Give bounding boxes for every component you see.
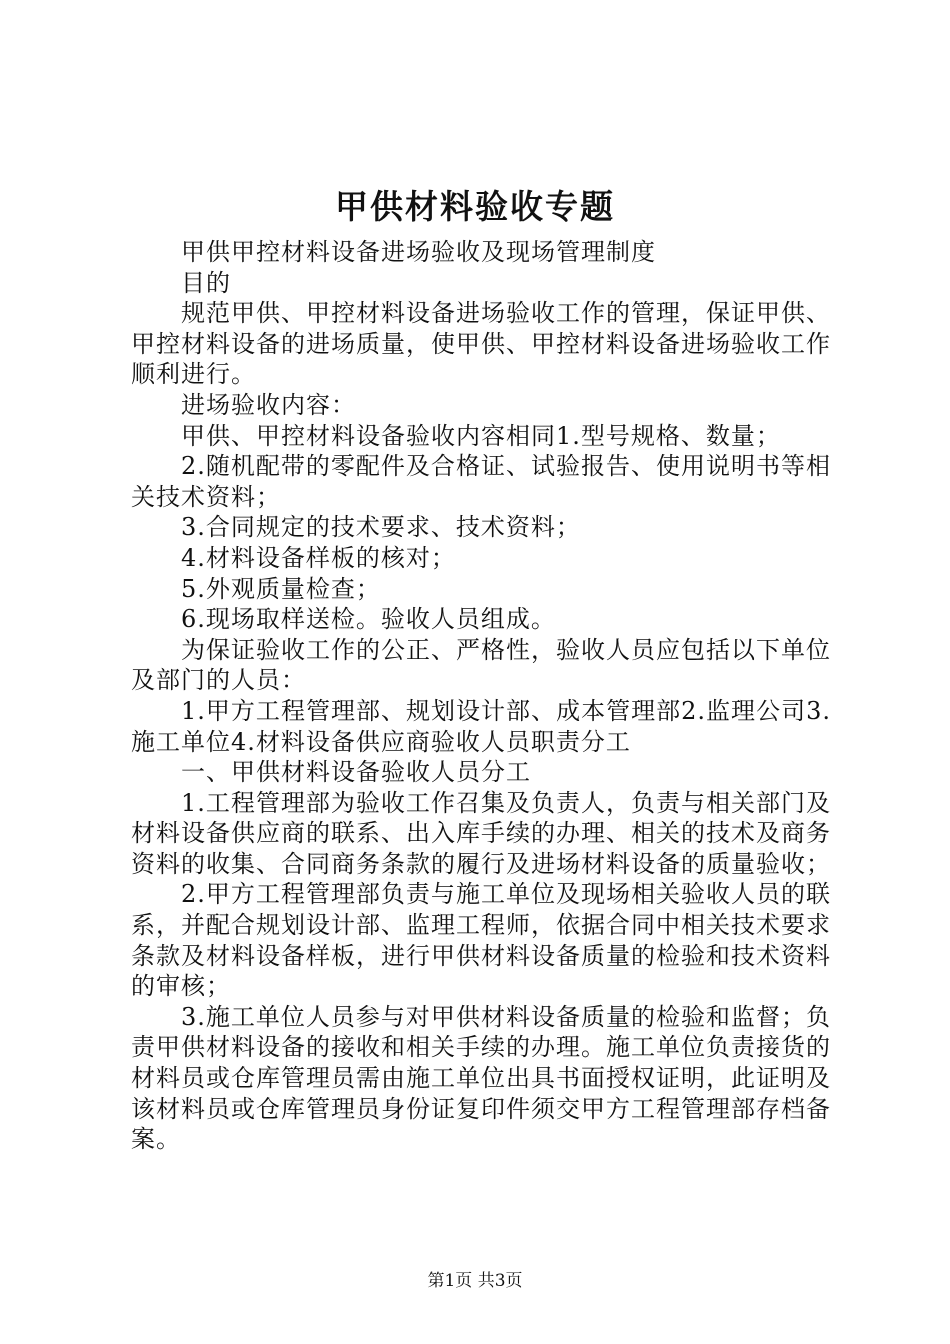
paragraph-acceptance-heading: 进场验收内容： xyxy=(181,390,356,419)
page-footer: 第1页 共3页 xyxy=(427,1271,523,1291)
paragraph-personnel-list: 1.甲方工程管理部、规划设计部、成本管理部2.监理公司3.施工单位4.材料设备供应商验收人员职责分工 xyxy=(131,696,831,756)
paragraph-system-title: 甲供甲控材料设备进场验收及现场管理制度 xyxy=(181,238,656,266)
paragraph-duty-1: 1.工程管理部为验收工作召集及负责人，负责与相关部门及材料设备供应商的联系、出入库手续的办理、相关的技术及商务资料的收集、合同商务条款的履行及进场材料设备的质量验收； xyxy=(131,788,831,878)
paragraph-duty-2: 2.甲方工程管理部负责与施工单位及现场相关验收人员的联系，并配合规划设计部、监理工程师，依据合同中相关技术要求条款及材料设备样板，进行甲供材料设备质量的检验和技术资料的审核； xyxy=(131,880,831,1001)
paragraph-duty-3: 3.施工单位人员参与对甲供材料设备质量的检验和监督；负责甲供材料设备的接收和相关手续的办理。施工单位负责接货的材料员或仓库管理员需由施工单位出具书面授权证明，此证明及该材料员或仓库管理员身份证复印件须交甲方工程管理部存档备案。 xyxy=(131,1002,831,1154)
paragraph-acceptance-item-2: 2.随机配带的零配件及合格证、试验报告、使用说明书等相关技术资料； xyxy=(131,452,831,511)
paragraph-acceptance-item-5: 5.外观质量检查； xyxy=(181,574,381,603)
paragraph-personnel-intro: 为保证验收工作的公正、严格性，验收人员应包括以下单位及部门的人员： xyxy=(131,635,831,695)
paragraph-acceptance-item-1: 甲供、甲控材料设备验收内容相同1.型号规格、数量； xyxy=(181,421,781,450)
document-body xyxy=(131,237,831,1155)
paragraph-acceptance-item-3: 3.合同规定的技术要求、技术资料； xyxy=(181,513,581,542)
paragraph-purpose-heading: 目的 xyxy=(181,268,231,297)
paragraph-acceptance-item-4: 4.材料设备样板的核对； xyxy=(181,543,456,572)
paragraph-section-one-heading: 一、甲供材料设备验收人员分工 xyxy=(181,758,531,787)
paragraph-acceptance-item-6: 6.现场取样送检。验收人员组成。 xyxy=(181,605,556,634)
document-title: 甲供材料验收专题 xyxy=(335,187,615,226)
paragraph-purpose: 规范甲供、甲控材料设备进场验收工作的管理，保证甲供、甲控材料设备的进场质量，使甲供、甲控材料设备进场验收工作顺利进行。 xyxy=(131,299,831,389)
